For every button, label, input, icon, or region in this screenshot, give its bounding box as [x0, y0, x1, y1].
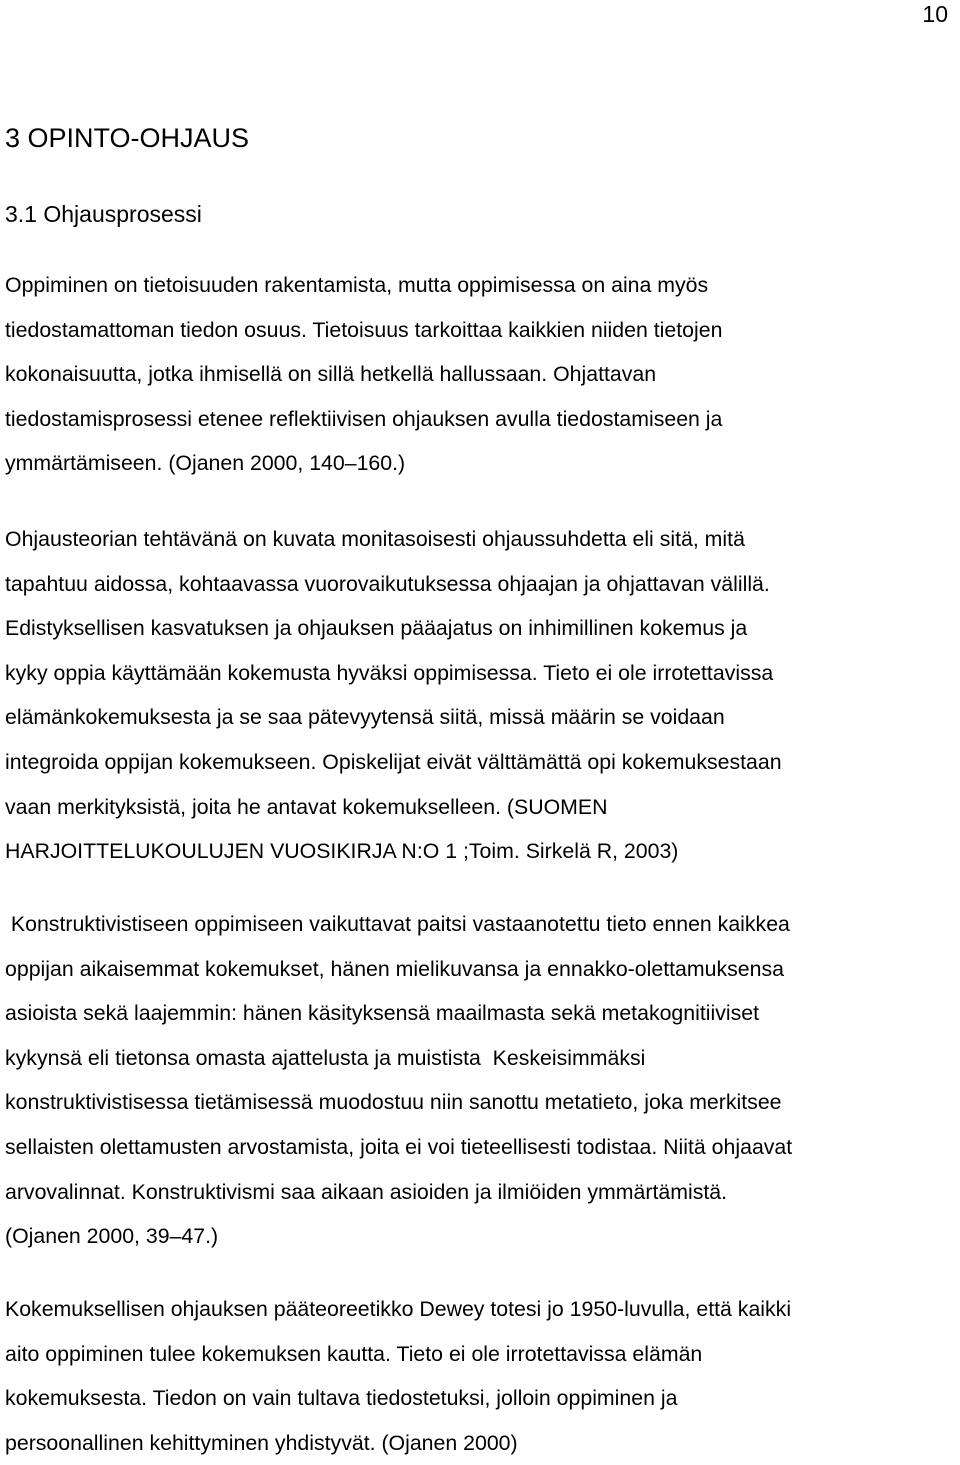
paragraph-konstruktivismi: [5, 902, 957, 1259]
text-line: tapahtuu aidossa, kohtaavassa vuorovaikutuksessa ohjaajan ja ohjattavan välillä.: [5, 571, 770, 596]
text-line: aito oppiminen tulee kokemuksen kautta. Tieto ei ole irrotettavissa elämän: [5, 1341, 703, 1366]
text-line: elämänkokemuksesta ja se saa pätevyytensä siitä, missä määrin se voidaan: [5, 705, 725, 730]
text-line: integroida oppijan kokemukseen. Opiskelijat eivät välttämättä opi kokemuksestaan: [5, 749, 782, 774]
text-line: Kokemuksellisen ohjauksen pääteoreetikko Dewey totesi jo 1950-luvulla, että kaikki: [5, 1297, 792, 1321]
text-line: arvovalinnat. Konstruktivismi saa aikaan asioiden ja ilmiöiden ymmärtämistä.: [5, 1179, 728, 1204]
text-line: Edistyksellisen kasvatuksen ja ohjauksen pääajatus on inhimillinen kokemus ja: [5, 616, 748, 641]
text-line: kokemuksesta. Tiedon on vain tultava tiedostetuksi, jolloin oppiminen ja: [5, 1386, 678, 1411]
page-number: 10: [922, 1, 948, 27]
text-line: Konstruktivistiseen oppimiseen vaikuttavat paitsi vastaanotettu tieto ennen kaikkea: [5, 912, 790, 936]
text-line: Ohjausteorian tehtävänä on kuvata monitasoisesti ohjaussuhdetta eli sitä, mitä: [5, 527, 745, 551]
text-line: asioista sekä laajemmin: hänen käsityksensä maailmasta sekä metakognitiiviset: [5, 1001, 760, 1026]
text-line: (Ojanen 2000, 39–47.): [5, 1224, 219, 1249]
section-title: 3.1 Ohjausprosessi: [5, 201, 202, 227]
text-line: tiedostamisprosessi etenee reflektiivisen ohjauksen avulla tiedostamiseen ja: [5, 406, 723, 431]
text-line: kyky oppia käyttämään kokemusta hyväksi oppimisessa. Tieto ei ole irrotettavissa: [5, 660, 774, 685]
text-line: ymmärtämiseen. (Ojanen 2000, 140–160.): [5, 451, 406, 476]
text-line: persoonallinen kehittyminen yhdistyvät. (Ojanen 2000): [5, 1430, 518, 1455]
chapter-title: 3 OPINTO-OHJAUS: [5, 123, 250, 153]
text-line: HARJOITTELUKOULUJEN VUOSIKIRJA N:O 1 ;Toim. Sirkelä R, 2003): [5, 839, 679, 864]
text-line: tiedostamattoman tiedon osuus. Tietoisuus tarkoittaa kaikkien niiden tietojen: [5, 317, 723, 342]
paragraph-ohjausprosessi-intro: [5, 263, 957, 486]
text-line: sellaisten olettamusten arvostamista, joita ei voi tieteellisesti todistaa. Niitä ohjaavat: [5, 1134, 793, 1159]
text-line: kokonaisuutta, jotka ihmisellä on sillä hetkellä hallussaan. Ohjattavan: [5, 362, 657, 387]
paragraph-kokemuksellinen-ohjaus: [5, 1287, 957, 1465]
text-line: Oppiminen on tietoisuuden rakentamista, mutta oppimisessa on aina myös: [5, 273, 709, 297]
text-line: oppijan aikaisemmat kokemukset, hänen mielikuvansa ja ennakko-olettamuksensa: [5, 956, 784, 981]
text-line: konstruktivistisessa tietämisessä muodostuu niin sanottu metatieto, joka merkitsee: [5, 1090, 782, 1115]
text-line: vaan merkityksistä, joita he antavat kokemukselleen. (SUOMEN: [5, 794, 608, 819]
text-line: kykynsä eli tietonsa omasta ajattelusta ja muistista Keskeisimmäksi: [5, 1045, 646, 1070]
paragraph-ohjausteoria: [5, 517, 957, 874]
